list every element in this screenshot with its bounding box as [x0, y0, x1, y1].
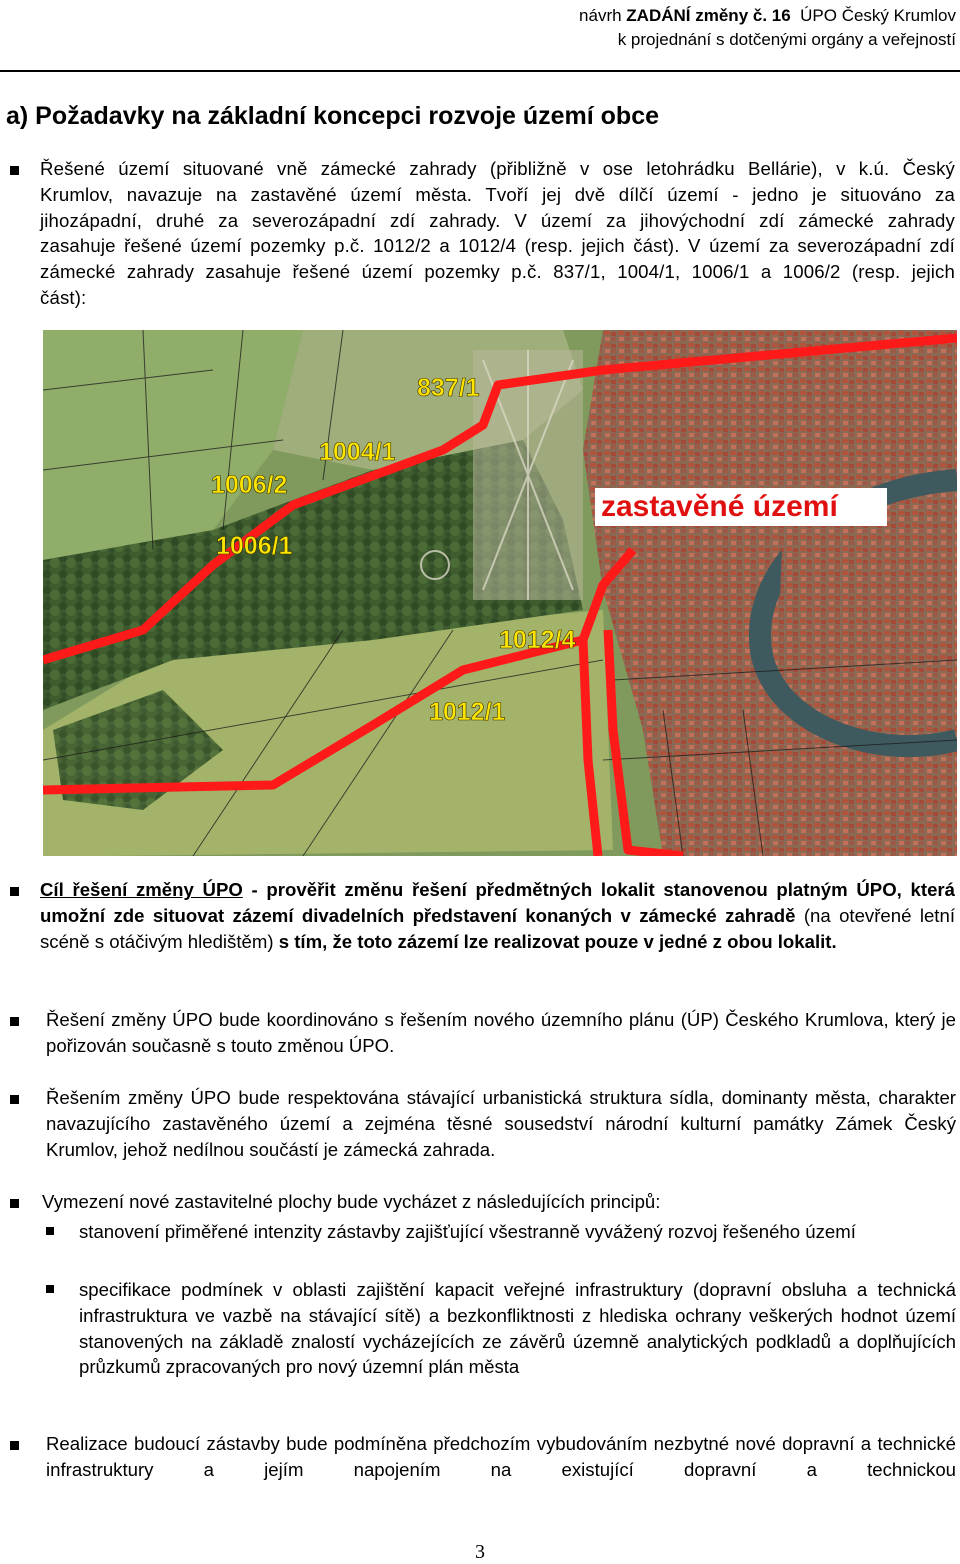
realization-paragraph: Realizace budoucí zástavby bude podmíněna předchozím vybudováním nezbytné nové dopravní a technické infrastruktury a jejím napojením na existující dopravní a technickou — [46, 1433, 956, 1480]
principles-paragraph: Vymezení nové zastavitelné plochy bude vycházet z následujících principů: — [42, 1191, 661, 1212]
sub-bullet-icon — [46, 1227, 54, 1235]
bullet-icon — [10, 887, 19, 896]
map-label-1012-1: 1012/1 — [429, 698, 506, 726]
goal-paragraph — [40, 877, 955, 954]
bullet-icon — [10, 1441, 19, 1450]
aerial-map-image — [43, 330, 957, 856]
document-header — [579, 4, 956, 52]
map-label-built-area: zastavěné území — [601, 490, 838, 523]
map-label-837-1: 837/1 — [417, 374, 480, 402]
sub-bullet-icon — [46, 1285, 54, 1293]
header-divider — [0, 70, 960, 72]
map-label-1004-1: 1004/1 — [319, 438, 396, 466]
goal-bold-1: - prověřit změnu řešení předmětných lokalit stanovenou platným ÚPO, která umožní zde situovat zázemí divadelních představení konaných v zámecké zahradě — [40, 879, 955, 926]
map-label-1006-2: 1006/2 — [211, 471, 288, 499]
header-suffix: ÚPO Český Krumlov — [790, 6, 956, 25]
page-number: 3 — [475, 1541, 485, 1563]
coordination-paragraph: Řešení změny ÚPO bude koordinováno s řešením nového územního plánu (ÚP) Českého Krumlova, který je pořizován současně s touto změnou ÚPO. — [46, 1009, 956, 1056]
header-bold: ZADÁNÍ změny č. 16 — [626, 6, 791, 25]
goal-normal: (na otevřené letní scéně s otáčivým hledištěm) — [40, 904, 955, 952]
sub-item-1: stanovení přiměřené intenzity zástavby zajišťující všestranně vyvážený rozvoj řešeného území — [79, 1221, 856, 1242]
bullet-icon — [10, 1095, 19, 1104]
bullet-icon — [10, 166, 19, 175]
map-label-1012-4: 1012/4 — [499, 626, 576, 654]
section-title: a) Požadavky na základní koncepci rozvoje území obce — [6, 102, 660, 130]
respect-paragraph: Řešením změny ÚPO bude respektována stávající urbanistická struktura sídla, dominanty města, charakter navazujícího zastavěného území a zejména těsné sousedství národní kulturní památky Zámek Český Krumlov, jehož nedílnou součástí je zámecká zahrada. — [46, 1087, 956, 1160]
bullet-icon — [10, 1199, 19, 1208]
goal-underlined: Cíl řešení změny ÚPO — [40, 879, 243, 900]
intro-paragraph: Řešené území situované vně zámecké zahrady (přibližně v ose letohrádku Bellárie), v k.ú. Český Krumlov, navazuje na zastavěné území města. Tvoří jej dvě dílčí území - jedno je situováno za jihozápadní, druhé za severozápadní zdí zahrady. V území za jihovýchodní zdí zámecké zahrady zasahuje řešené území pozemky p.č. 1012/2 a 1012/4 (resp. jejich část). V území za severozápadní zdí zámecké zahrady zasahuje řešené území pozemky p.č. 837/1, 1004/1, 1006/1 a 1006/2 (resp. jejich část): — [40, 158, 955, 308]
header-line-2: k projednání s dotčenými orgány a veřejností — [617, 30, 956, 49]
header-line-1 — [579, 4, 956, 28]
map-label-1006-1: 1006/1 — [216, 532, 293, 560]
goal-bold-2: s tím, že toto zázemí lze realizovat pouze v jedné z obou lokalit. — [278, 930, 837, 952]
sub-item-2: specifikace podmínek v oblasti zajištění kapacit veřejné infrastruktury (dopravní obsluha a technická infrastruktura ve vazbě na stávající sítě) a bezkonfliktnosti z hlediska ochrany veškerých hodnot území stanovených na základě znalostí vycházejících ze závěrů územně analytických podkladů a doplňujících průzkumů zpracovaných pro nový územní plán města — [79, 1279, 956, 1378]
header-prefix: návrh — [579, 6, 627, 25]
bullet-icon — [10, 1017, 19, 1026]
